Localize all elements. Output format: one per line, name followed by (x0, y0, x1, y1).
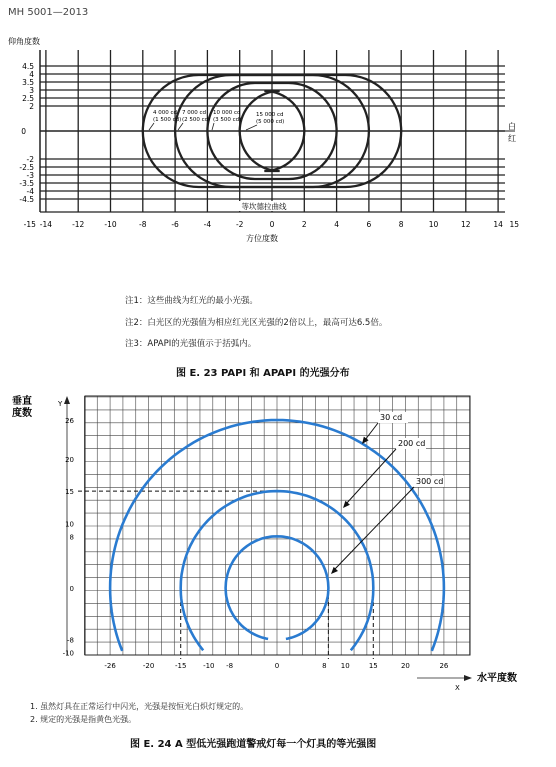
y-tick-label: 2.5 (22, 94, 34, 103)
x-tick-label: -20 (142, 662, 155, 670)
y-tick-label: 3.5 (22, 78, 34, 87)
contour-label: 7 000 cd (182, 110, 207, 116)
curve-label: 等坎德拉曲线 (241, 202, 287, 211)
series-pointer (334, 487, 414, 570)
x-tick-label: 26 (439, 662, 449, 670)
y-tick-label: -3.5 (19, 179, 34, 188)
series-pointer-arrowhead (362, 437, 369, 444)
contour-pointer (149, 123, 154, 130)
x-tick-label: -10 (104, 220, 117, 229)
series-label: 30 cd (380, 413, 403, 422)
note-1: 注1：这些曲线为红光的最小光强。 (125, 296, 258, 306)
contour-label: 4 000 cd (153, 110, 178, 116)
y-tick-label: 4.5 (22, 62, 34, 71)
y-tick-label: 0 (69, 585, 74, 593)
right-label-white: 白 (508, 122, 516, 131)
x-tick-label: 8 (398, 220, 404, 229)
y-tick-label: 8 (69, 533, 74, 542)
y-axis-letter: Y (58, 400, 63, 408)
contour-label-apapi: (2 500 cd) (182, 117, 211, 123)
series-pointer-arrowhead (331, 567, 338, 574)
right-label-red: 红 (508, 134, 516, 143)
x-axis-label: 方位度数 (246, 234, 278, 243)
x-tick-label: -4 (203, 220, 212, 229)
y-axis-label: 仰角度数 (8, 37, 40, 46)
contour-label-apapi: (5 000 cd) (256, 119, 285, 125)
x-tick-label: -14 (39, 220, 53, 229)
contour-pointer (246, 125, 257, 130)
figure-e24-caption: 图 E. 24 A 型低光强跑道警戒灯每一个灯具的等光强图 (130, 739, 377, 750)
x-axis-letter: X (455, 684, 460, 692)
contour-label: 15 000 cd (256, 112, 284, 118)
y-tick-label: 2 (29, 102, 34, 111)
series-pointer-arrowhead (343, 501, 350, 508)
y-tick-label: -10 (62, 649, 74, 658)
figure-e23-caption: 图 E. 23 PAPI 和 APAPI 的光强分布 (176, 368, 350, 379)
contour-label: 10 000 cd (213, 110, 241, 116)
x-tick-label: 4 (334, 220, 339, 229)
footnote-1: 1. 虽然灯具在正常运行中闪光，光强是按恒光白炽灯规定的。 (30, 702, 249, 711)
y-tick-label: 20 (65, 455, 74, 464)
x-tick-label: 20 (400, 662, 410, 670)
x-tick-label: 0 (274, 662, 280, 670)
x-tick-label: 10 (428, 220, 439, 229)
y-tick-label: -2 (26, 155, 34, 164)
contour-pointer (178, 123, 183, 130)
series-pointer (346, 449, 396, 504)
x-tick-label: -26 (104, 662, 116, 670)
x-tick-label: 15 (368, 662, 378, 670)
y-tick-label: 3 (29, 86, 34, 95)
series-label: 300 cd (416, 477, 444, 486)
x-tick-label: -15 (174, 662, 187, 670)
x-tick-label: 12 (461, 220, 471, 229)
y-tick-label: -4 (26, 187, 34, 196)
y-tick-label: -4.5 (19, 195, 34, 204)
y-tick-label: -2.5 (19, 163, 34, 172)
x-tick-label: -10 (203, 662, 215, 670)
x-tick-label: -12 (72, 220, 85, 229)
x-tick-label: 0 (269, 220, 275, 229)
y-axis-label-2: 度数 (12, 408, 32, 419)
x-tick-label: -15 (23, 220, 36, 229)
x-tick-label: 14 (493, 220, 503, 229)
contour-pointer (212, 123, 214, 130)
x-tick-label: 6 (366, 220, 372, 229)
y-tick-label: -8 (67, 636, 74, 645)
footnote-2: 2. 规定的光强是指黄色光强。 (30, 715, 137, 724)
series-label: 200 cd (398, 439, 426, 448)
x-axis-label: 水平度数 (477, 673, 517, 684)
y-tick-label: 15 (65, 488, 74, 497)
y-axis-arrow (64, 396, 70, 404)
warning-light-isocandela-chart (0, 388, 556, 693)
y-tick-label: 26 (65, 417, 74, 426)
x-tick-label: 8 (322, 662, 327, 670)
document-header-id: MH 5001—2013 (8, 7, 89, 18)
contour-label-apapi: (1 500 cd) (153, 117, 182, 123)
x-tick-label: 15 (509, 220, 520, 229)
y-tick-label: 10 (65, 520, 74, 529)
y-axis-label: 垂直 (12, 396, 32, 407)
x-axis-arrow (464, 675, 472, 681)
x-tick-label: -8 (226, 662, 234, 670)
y-tick-label: -3 (26, 171, 34, 180)
note-2: 注2：白光区的光强值为相应红光区光强的2倍以上，最高可达6.5倍。 (125, 318, 388, 328)
y-tick-label: 4 (29, 70, 34, 79)
contour-label-apapi: (3 500 cd) (213, 117, 242, 123)
x-tick-label: 2 (301, 220, 307, 229)
x-tick-label: -6 (171, 220, 179, 229)
x-tick-label: -8 (139, 220, 147, 229)
y-tick-label: 0 (21, 127, 26, 136)
note-3: 注3：APAPI的光强值示于括弧内。 (125, 339, 257, 349)
x-tick-label: -2 (235, 220, 244, 229)
x-tick-label: 10 (340, 662, 350, 670)
papi-intensity-chart (0, 28, 556, 250)
